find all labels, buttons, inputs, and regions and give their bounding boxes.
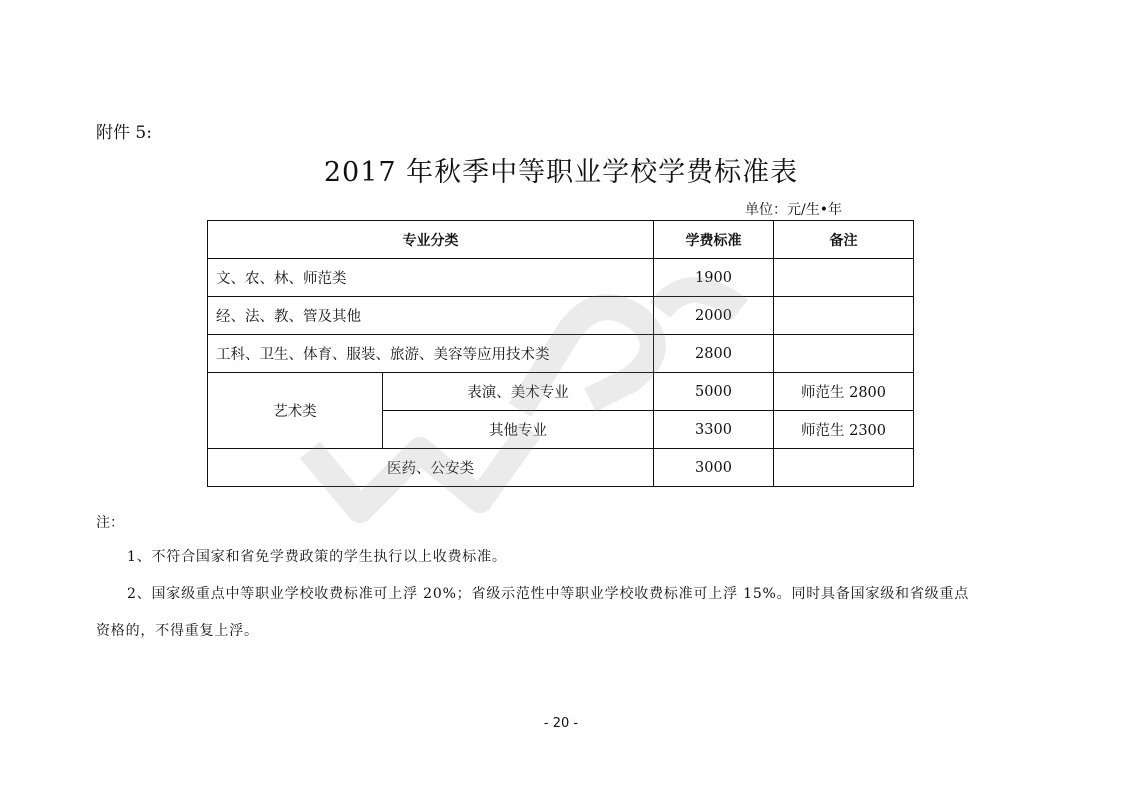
table-row [208, 373, 914, 411]
row-fee: 3000 [654, 449, 774, 487]
page-number: - 20 - [543, 716, 579, 731]
header-fee: 学费标准 [654, 221, 774, 259]
row-note: 师范生 2800 [774, 373, 914, 411]
table-row [208, 259, 914, 297]
header-category: 专业分类 [208, 221, 654, 259]
row-category: 工科、卫生、体育、服装、旅游、美容等应用技术类 [208, 335, 654, 373]
note-2: 2、国家级重点中等职业学校收费标准可上浮 20%；省级示范性中等职业学校收费标准可上浮 15%。同时具备国家级和省级重点 [127, 586, 970, 602]
note-1: 1、不符合国家和省免学费政策的学生执行以上收费标准。 [127, 549, 507, 565]
art-category: 艺术类 [208, 373, 383, 449]
row-note [774, 335, 914, 373]
row-fee: 2000 [654, 297, 774, 335]
row-note: 师范生 2300 [774, 411, 914, 449]
note-2-continued: 资格的，不得重复上浮。 [96, 623, 259, 639]
row-note [774, 297, 914, 335]
header-note: 备注 [774, 221, 914, 259]
row-fee: 3300 [654, 411, 774, 449]
table-row [208, 335, 914, 373]
row-category: 医药、公安类 [208, 449, 654, 487]
art-sub-category: 表演、美术专业 [383, 373, 654, 411]
row-note [774, 449, 914, 487]
row-fee: 5000 [654, 373, 774, 411]
notes-heading: 注： [96, 515, 124, 531]
table-row [208, 297, 914, 335]
table-header-row [208, 221, 914, 259]
attachment-label: 附件 5: [96, 123, 152, 143]
row-note [774, 259, 914, 297]
row-category: 文、农、林、师范类 [208, 259, 654, 297]
unit-label: 单位：元/生•年 [745, 202, 842, 218]
fee-table [207, 220, 914, 487]
row-fee: 1900 [654, 259, 774, 297]
row-fee: 2800 [654, 335, 774, 373]
document-title: 2017 年秋季中等职业学校学费标准表 [323, 157, 799, 188]
table-row [208, 449, 914, 487]
art-sub-category: 其他专业 [383, 411, 654, 449]
row-category: 经、法、教、管及其他 [208, 297, 654, 335]
